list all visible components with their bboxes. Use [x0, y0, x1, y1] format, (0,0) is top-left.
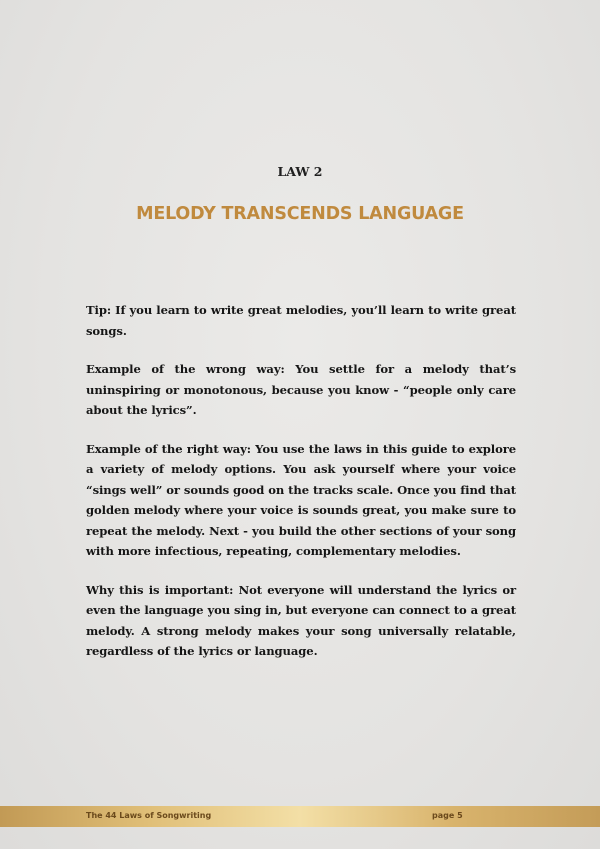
importance-paragraph: Why this is important: Not everyone will understand the lyrics or even the language you sing in, but everyone can connect to a great melody. A strong melody makes your song universally relatable, regardless of the lyrics or language. [86, 582, 516, 658]
footer-book-title: The 44 Laws of Songwriting [86, 811, 212, 820]
body-text [86, 300, 516, 680]
footer-bar [0, 806, 600, 827]
wrong-way-paragraph: Example of the wrong way: You settle for a melody that’s uninspiring or monotonous, because you know - “people only care about the lyrics”. [86, 362, 516, 417]
footer-page-number: page 5 [432, 811, 463, 820]
law-title: MELODY TRANSCENDS LANGUAGE [136, 204, 464, 224]
tip-paragraph: Tip: If you learn to write great melodies, you’ll learn to write great songs. [86, 303, 516, 338]
right-way-paragraph: Example of the right way: You use the laws in this guide to explore a variety of melody options. You ask yourself where your voice “sings well” or sounds good on the tracks scale. Once you find that golden melody where your voice is sounds great, you make sure to repeat the melody. Next - you build the other sections of your song with more infectious, repeating, complementary melodies. [86, 441, 516, 558]
law-number: LAW 2 [277, 164, 323, 179]
